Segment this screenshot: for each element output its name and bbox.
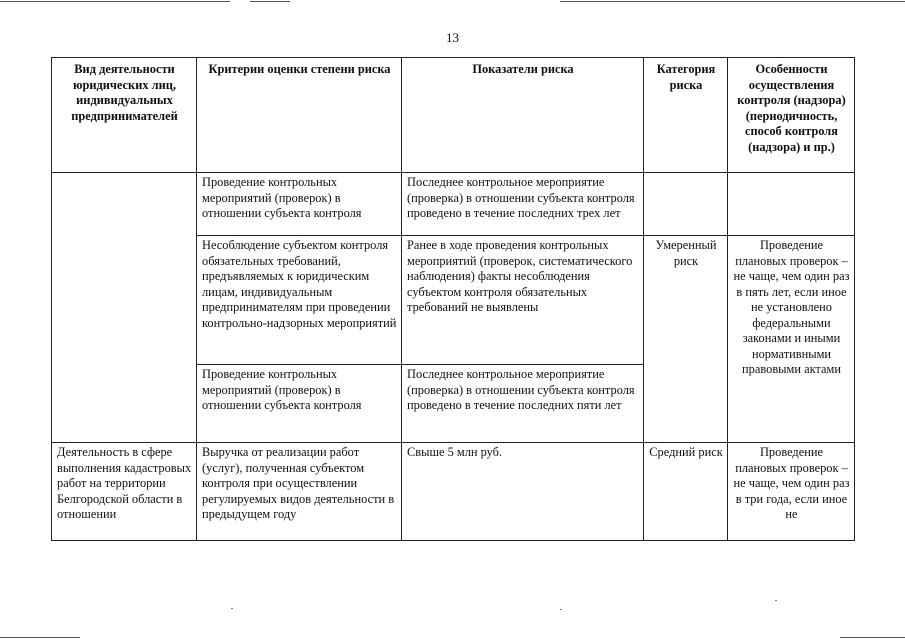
header-control-features: Особенности осуществления контроля (надзора) (периодичность, способ контроля (надзора) и пр.) xyxy=(728,58,855,173)
header-risk-category: Категория риска xyxy=(644,58,728,173)
table-row xyxy=(52,443,855,541)
scan-edge-line xyxy=(0,637,80,638)
risk-criteria-table xyxy=(51,57,855,541)
cell-criteria: Проведение контрольных мероприятий (проверок) в отношении субъекта контроля xyxy=(197,365,402,443)
cell-features-empty xyxy=(728,173,855,236)
table-header-row xyxy=(52,58,855,173)
cell-indicators: Ранее в ходе проведения контрольных мероприятий (проверок, систематического наблюдения) факты несоблюдения субъектом контроля обязательных требований не выявлены xyxy=(402,236,644,365)
scan-edge-line xyxy=(840,637,905,638)
scan-edge-line xyxy=(560,1,905,2)
cell-activity: Деятельность в сфере выполнения кадастровых работ на территории Белгородской области в отношении xyxy=(52,443,197,541)
cell-indicators: Последнее контрольное мероприятие (проверка) в отношении субъекта контроля проведено в течение последних пяти лет xyxy=(402,365,644,443)
cell-category-empty xyxy=(644,173,728,236)
cell-features: Проведение плановых проверок – не чаще, чем один раз в три года, если иное не xyxy=(728,443,855,541)
header-activity-type: Вид деятельности юридических лиц, индивидуальных предпринимателей xyxy=(52,58,197,173)
cell-criteria: Несоблюдение субъектом контроля обязательных требований, предъявляемых к юридическим лицам, индивидуальным предпринимателям при проведении контрольно-надзорных мероприятий xyxy=(197,236,402,365)
scan-speck xyxy=(775,600,777,601)
page-number: 13 xyxy=(446,30,459,45)
scan-speck xyxy=(560,609,562,610)
table-row xyxy=(52,173,855,236)
cell-category: Средний риск xyxy=(644,443,728,541)
scan-speck xyxy=(231,608,233,609)
cell-features: Проведение плановых проверок – не чаще, чем один раз в пять лет, если иное не установлено федеральными законами и иными нормативными правовыми актами xyxy=(728,236,855,443)
cell-indicators: Свыше 5 млн руб. xyxy=(402,443,644,541)
cell-category: Умеренный риск xyxy=(644,236,728,443)
header-risk-indicators: Показатели риска xyxy=(402,58,644,173)
header-risk-criteria: Критерии оценки степени риска xyxy=(197,58,402,173)
cell-activity-empty xyxy=(52,173,197,443)
cell-criteria: Выручка от реализации работ (услуг), полученная субъектом контроля при осуществлении регулируемых видов деятельности в предыдущем году xyxy=(197,443,402,541)
cell-indicators: Последнее контрольное мероприятие (проверка) в отношении субъекта контроля проведено в течение последних трех лет xyxy=(402,173,644,236)
scan-edge-line xyxy=(250,1,290,2)
scan-edge-line xyxy=(0,1,230,2)
cell-criteria: Проведение контрольных мероприятий (проверок) в отношении субъекта контроля xyxy=(197,173,402,236)
